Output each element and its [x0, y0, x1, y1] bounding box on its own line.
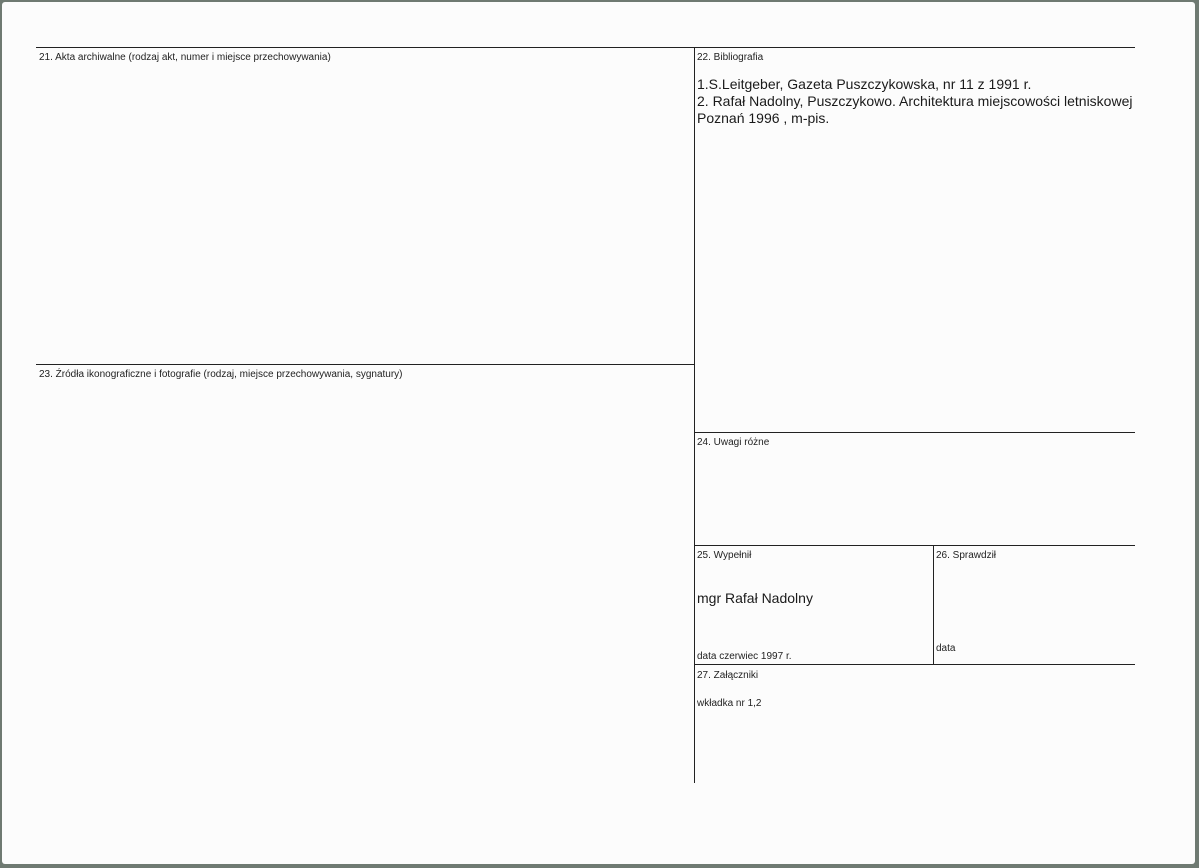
section-23-label: 23. Źródła ikonograficzne i fotografie (rodzaj, miejsce przechowywania, sygnatury)	[39, 369, 403, 380]
rule-section-27	[694, 664, 1135, 665]
top-rule	[36, 47, 1135, 48]
filled-by-name: mgr Rafał Nadolny	[697, 590, 813, 606]
rule-section-23	[36, 364, 695, 365]
section-22-label: 22. Bibliografia	[697, 52, 764, 63]
bibliography-line-3: Poznań 1996 , m-pis.	[697, 110, 830, 126]
section-26-label: 26. Sprawdził	[936, 550, 997, 561]
divider-25-26	[933, 545, 934, 664]
center-divider	[694, 47, 695, 783]
section-27-label: 27. Załączniki	[697, 670, 759, 681]
section-25-label: 25. Wypełnił	[697, 550, 752, 561]
rule-section-25	[694, 545, 1135, 546]
bibliography-line-1: 1.S.Leitgeber, Gazeta Puszczykowska, nr 11 z 1991 r.	[697, 76, 1032, 92]
attachments-value: wkładka nr 1,2	[697, 698, 762, 709]
checked-date: data	[936, 643, 956, 654]
bibliography-line-2: 2. Rafał Nadolny, Puszczykowo. Architektura miejscowości letniskowej	[697, 93, 1133, 109]
section-24-label: 24. Uwagi różne	[697, 437, 770, 448]
record-card	[2, 2, 1195, 864]
section-21-label: 21. Akta archiwalne (rodzaj akt, numer i miejsce przechowywania)	[39, 52, 331, 63]
rule-section-24	[694, 432, 1135, 433]
filled-date: data czerwiec 1997 r.	[697, 651, 792, 662]
